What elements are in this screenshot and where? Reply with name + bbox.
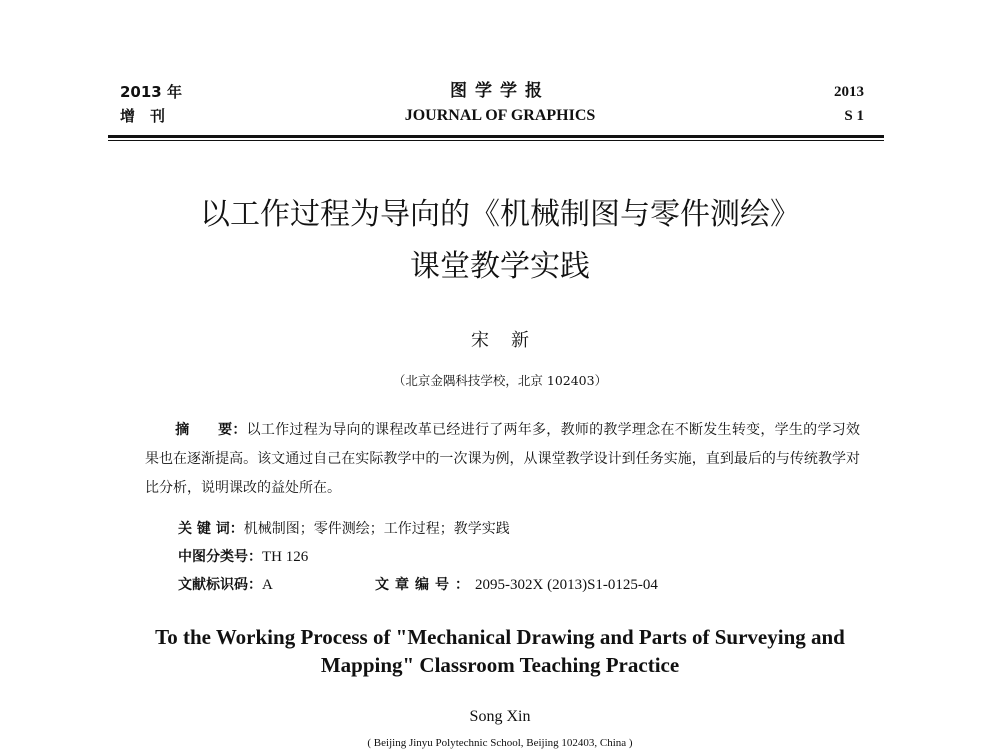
abstract-text: 以工作过程为导向的课程改革已经进行了两年多，教师的教学理念在不断发生转变，学生的学习效果也在逐渐提高。该文通过自己在实际教学中的一次课为例，从课堂教学设计到任务实施，直到最后的与传统教学对比分析，说明课改的益处所在。 bbox=[145, 422, 860, 496]
keywords-label: 关 键 词： bbox=[178, 521, 244, 537]
paper-title-en-line2: Mapping" Classroom Teaching Practice bbox=[320, 653, 680, 677]
paper-title-cn-line1: 以工作过程为导向的《机械制图与零件测绘》 bbox=[200, 197, 800, 232]
document-code-value: A bbox=[262, 577, 273, 593]
abstract-label: 摘 要： bbox=[175, 422, 247, 438]
paper-title-cn-line2: 课堂教学实践 bbox=[410, 249, 590, 284]
affiliation-cn: （北京金隅科技学校，北京 102403） bbox=[392, 373, 608, 388]
header-year: 2013 年 bbox=[120, 83, 182, 101]
header-rule-thick bbox=[108, 135, 884, 138]
header-rule-thin bbox=[108, 140, 884, 141]
author-cn: 宋新 bbox=[471, 330, 551, 351]
header-issue-label: 增 刊 bbox=[120, 107, 166, 125]
keywords-value: 机械制图；零件测绘；工作过程；教学实践 bbox=[243, 521, 510, 537]
classification-row bbox=[178, 547, 308, 567]
article-number-row bbox=[375, 575, 658, 595]
keywords-row bbox=[178, 519, 510, 539]
article-number-value: 2095-302X (2013)S1-0125-04 bbox=[475, 577, 658, 593]
header-right-issue: S 1 bbox=[844, 108, 864, 124]
classification-value: TH 126 bbox=[262, 549, 309, 565]
header-right bbox=[834, 80, 864, 128]
document-code-label: 文献标识码： bbox=[178, 577, 262, 593]
affiliation-en: ( Beijing Jinyu Polytechnic School, Beijing 102403, China ) bbox=[367, 737, 633, 749]
classification-label: 中图分类号： bbox=[178, 549, 262, 565]
paper-title-en-line1: To the Working Process of "Mechanical Drawing and Parts of Surveying and bbox=[155, 625, 845, 649]
document-code-row bbox=[178, 575, 273, 595]
header-right-year: 2013 bbox=[834, 84, 864, 100]
author-en: Song Xin bbox=[469, 708, 531, 725]
journal-name-cn: 图学学报 bbox=[450, 81, 550, 101]
abstract bbox=[145, 416, 860, 503]
journal-name-en: JOURNAL OF GRAPHICS bbox=[404, 107, 596, 124]
article-number-label: 文章编号： bbox=[375, 577, 475, 593]
